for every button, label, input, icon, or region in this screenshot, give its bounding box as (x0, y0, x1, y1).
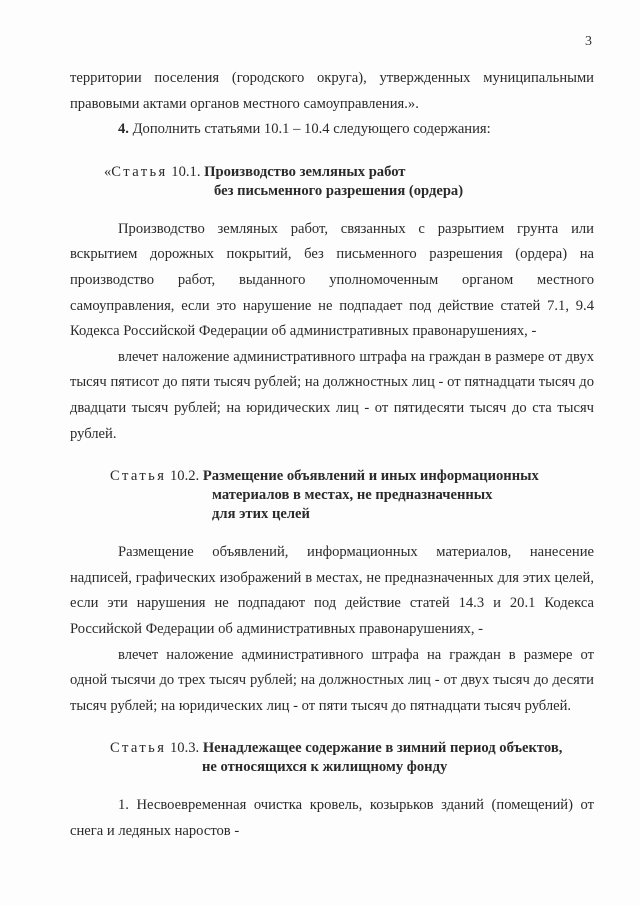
document-body (70, 66, 594, 844)
article-title-line-2: материалов в местах, не предназначенных (212, 487, 493, 504)
article-number: 10.1. (167, 163, 205, 180)
article-title-line-2: не относящихся к жилищному фонду (202, 759, 448, 776)
point-number: 4. (118, 121, 129, 138)
article-word: Статья (111, 163, 168, 180)
article-title-line-3: для этих целей (212, 506, 310, 523)
article-number: 10.3. (166, 740, 203, 757)
article-10-3-clause-1: 1. Несвоевременная очистка кровель, козырьков зданий (помещений) от снега и ледяных наростов - (70, 797, 594, 839)
article-number: 10.2. (166, 468, 203, 485)
amendment-point-4 (70, 117, 594, 143)
article-10-2-sanction: влечет наложение административного штрафа на граждан в размере от одной тысячи до трех тысяч рублей; на должностных лиц - от двух тысяч до десяти тысяч рублей; на юридических лиц - от пяти тысяч до пятнадцати тысяч рублей. (70, 646, 594, 714)
article-word: Статья (110, 468, 167, 485)
continuation-paragraph: территории поселения (городского округа), утвержденных муниципальными правовыми актами органов местного самоуправления.». (70, 70, 594, 112)
open-quote: « (104, 163, 112, 180)
article-10-2-heading (70, 467, 594, 524)
article-word: Статья (110, 740, 167, 757)
page-number: 3 (585, 34, 592, 49)
article-10-1-disposition: Производство земляных работ, связанных с разрытием грунта или вскрытием дорожных покрытий, без письменного разрешения (ордера) на производство работ, выданного уполномоченным органом местного самоуправления, если это нарушение не подпадает под действие статей 7.1, 9.4 Кодекса Российской Федерации об административных правонарушениях, - (70, 220, 594, 340)
article-10-1-sanction: влечет наложение административного штрафа на граждан в размере от двух тысяч пятисот до пяти тысяч рублей; на должностных лиц - от пятнадцати тысяч до двадцати тысяч рублей; на юридических лиц - от пятидесяти тысяч до ста тысяч рублей. (70, 348, 594, 442)
article-10-3-heading (70, 739, 594, 777)
article-title-line-1: Размещение объявлений и иных информационных (202, 468, 539, 485)
article-title-line-1: Производство земляных работ (204, 163, 406, 180)
article-10-1-heading (70, 163, 594, 201)
point-text: Дополнить статьями 10.1 – 10.4 следующего содержания: (128, 121, 491, 138)
article-title-line-1: Ненадлежащее содержание в зимний период объектов, (202, 740, 563, 757)
article-title-line-2: без письменного разрешения (ордера) (214, 182, 464, 199)
article-10-2-disposition: Размещение объявлений, информационных материалов, нанесение надписей, графических изображений в местах, не предназначенных для этих целей, если эти нарушения не подпадают под действие статей 14.3 и 20.1 Кодекса Российской Федерации об административных правонарушениях, - (70, 544, 594, 637)
